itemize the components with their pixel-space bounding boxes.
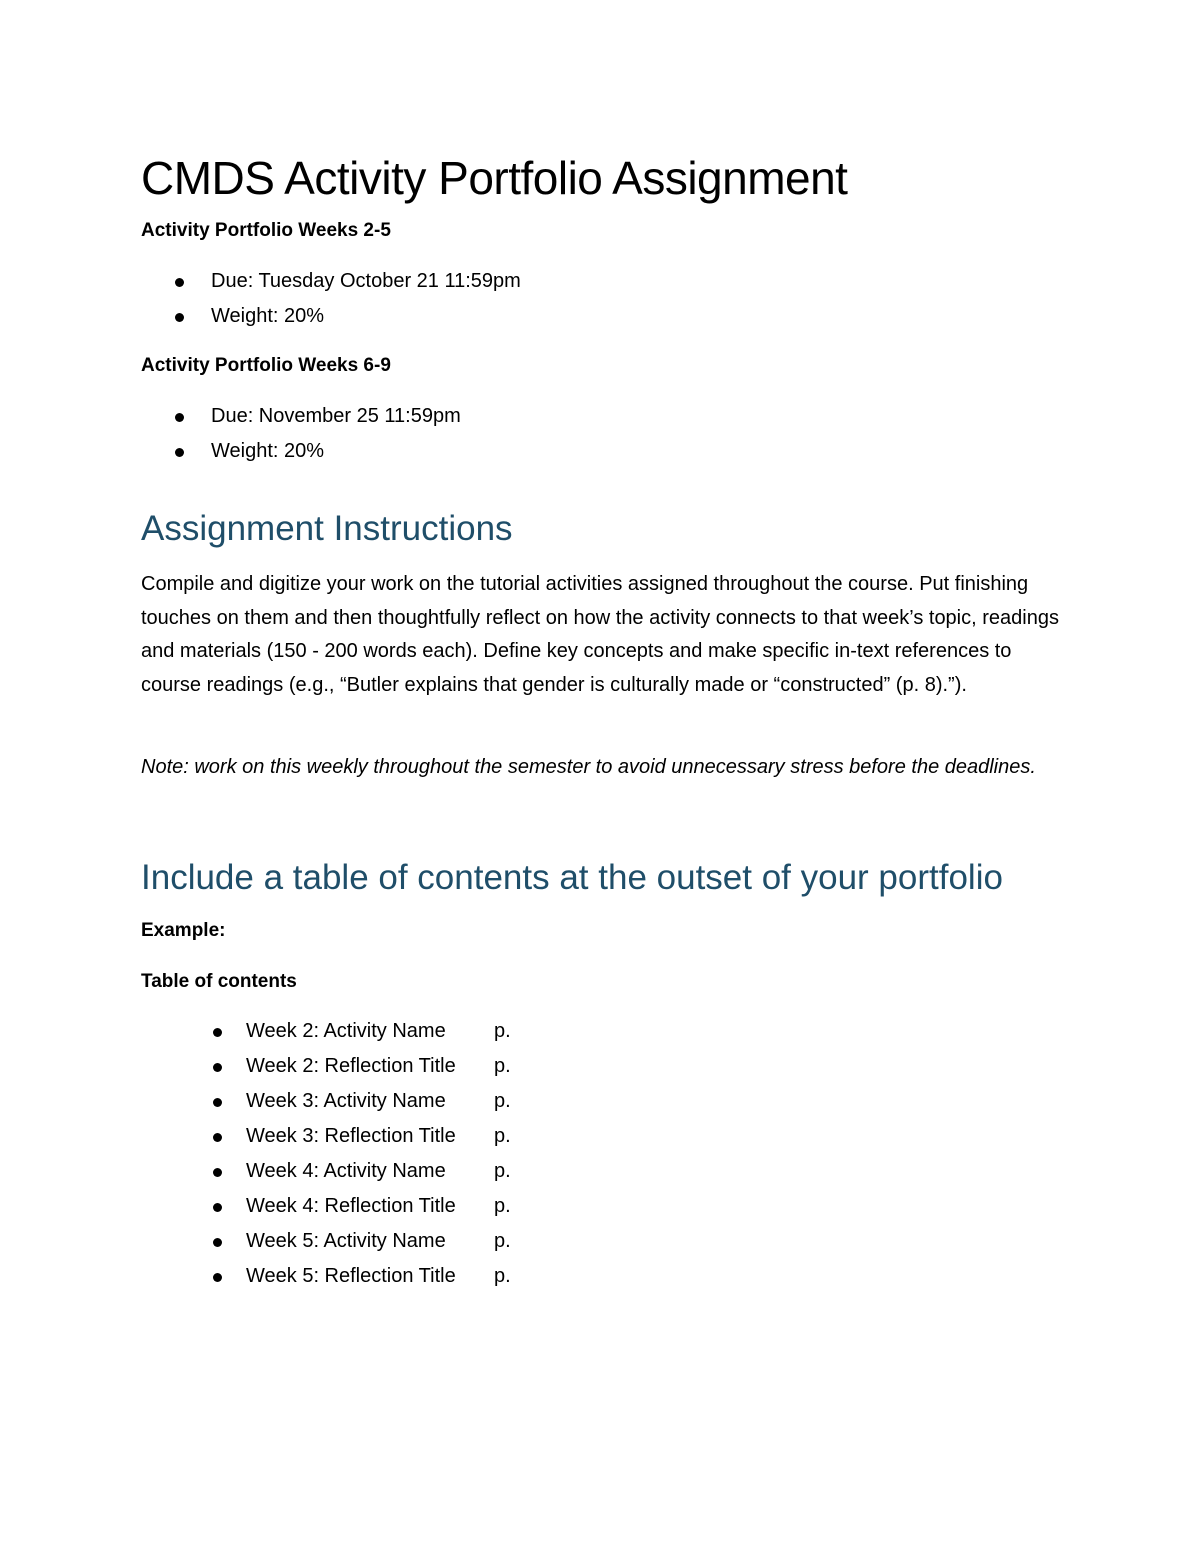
list-item: [246, 1084, 511, 1119]
portfolio-weeks-2-5-list: [211, 264, 521, 334]
list-item-weight: Weight: 20%: [211, 434, 461, 469]
instructions-paragraph: Compile and digitize your work on the tutorial activities assigned throughout the course. Put finishing touches on them and then thoughtfully reflect on how the activity connects to that week’s topic, readings and materials (150 - 200 words each). Define key concepts and make specific in-text references to course readings (e.g., “Butler explains that gender is culturally made or “constructed” (p. 8).”).: [141, 573, 1059, 696]
list-item: [246, 1259, 511, 1294]
toc-entry-label: Week 2: Reflection Title: [246, 1055, 456, 1077]
portfolio-weeks-6-9-list: [211, 399, 461, 469]
example-label: Example:: [141, 920, 226, 941]
toc-entry-label: Week 5: Activity Name: [246, 1230, 446, 1252]
portfolio-weeks-2-5-heading: Activity Portfolio Weeks 2-5: [141, 220, 391, 241]
toc-entry-page: p.: [494, 1230, 511, 1252]
list-item: [246, 1049, 511, 1084]
toc-title: Table of contents: [141, 971, 297, 992]
toc-entry-page: p.: [494, 1055, 511, 1077]
toc-entry-label: Week 4: Activity Name: [246, 1160, 446, 1182]
document-title: CMDS Activity Portfolio Assignment: [141, 152, 848, 204]
list-item-weight: Weight: 20%: [211, 299, 521, 334]
toc-entry-label: Week 5: Reflection Title: [246, 1265, 456, 1287]
toc-entry-page: p.: [494, 1090, 511, 1112]
toc-entry-page: p.: [494, 1020, 511, 1042]
list-item: [246, 1119, 511, 1154]
toc-entry-label: Week 4: Reflection Title: [246, 1195, 456, 1217]
list-item: [246, 1154, 511, 1189]
assignment-instructions-heading: Assignment Instructions: [141, 509, 513, 548]
toc-entry-page: p.: [494, 1160, 511, 1182]
toc-entries-list: [246, 1014, 511, 1294]
toc-entry-label: Week 3: Activity Name: [246, 1090, 446, 1112]
table-of-contents-section-heading: Include a table of contents at the outset of your portfolio: [141, 858, 1003, 897]
toc-entry-label: Week 3: Reflection Title: [246, 1125, 456, 1147]
toc-entry-page: p.: [494, 1195, 511, 1217]
instructions-note: Note: work on this weekly throughout the semester to avoid unnecessary stress before the deadlines.: [141, 756, 1036, 778]
list-item: [246, 1224, 511, 1259]
toc-entry-page: p.: [494, 1125, 511, 1147]
list-item-due: Due: Tuesday October 21 11:59pm: [211, 264, 521, 299]
toc-entry-label: Week 2: Activity Name: [246, 1020, 446, 1042]
list-item: [246, 1189, 511, 1224]
portfolio-weeks-6-9-heading: Activity Portfolio Weeks 6-9: [141, 355, 391, 376]
toc-entry-page: p.: [494, 1265, 511, 1287]
list-item: [246, 1014, 511, 1049]
list-item-due: Due: November 25 11:59pm: [211, 399, 461, 434]
